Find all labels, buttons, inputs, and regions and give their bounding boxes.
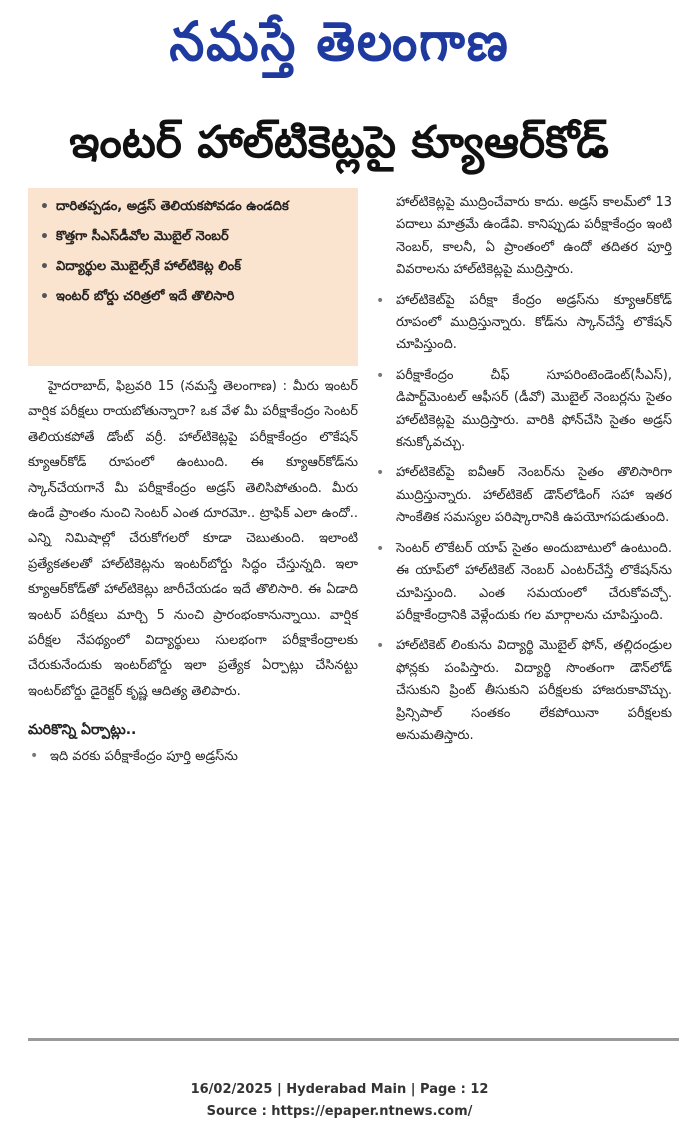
list-item: • సెంటర్ లొకేటర్ యాప్ సైతం అందుబాటులో ఉంటుంది. ఈ యాప్‌లో హాల్‌టికెట్ నెంబర్ ఎంటర్‌చేస్తే లొకేషన్‌ను చూపిస్తుంది. ఎంత సమయంలో చేరుకోవచ్చో. పరీక్షాకేంద్రానికి వెళ్లేందుకు గల మార్గాలను చూపిస్తుంది. xyxy=(374,538,672,628)
highlights-box xyxy=(28,188,358,366)
highlight-item: • ఇంటర్ బోర్డు చరిత్రలో ఇదే తొలిసారి xyxy=(32,286,352,308)
footer-date-line: 16/02/2025 | Hyderabad Main | Page : 12 xyxy=(190,1082,489,1097)
subheading: మరికొన్ని ఏర్పాట్లు.. xyxy=(28,722,137,739)
article-column-left xyxy=(28,374,358,769)
divider xyxy=(28,1038,679,1041)
list-item: • ఇది వరకు పరీక్షాకేంద్రం పూర్తి అడ్రస్‌ను xyxy=(28,744,358,769)
continuation-text: హాల్‌టికెట్లపై ముద్రించేవారు కాదు. అడ్రస్ కాలమ్‌లో 13 పదాలు మాత్రమే ఉండేవి. కానిప్పుడు పరీక్షాకేంద్రం ఇంటి నెంబర్, కాలనీ, ఏ ప్రాంతంలో ఉందో తదితర పూర్తి వివరాలను హాల్‌టికెట్లపై ముద్రిస్తారు. xyxy=(396,195,672,278)
article-column-right xyxy=(374,192,672,747)
footer-source-line: Source : https://epaper.ntnews.com/ xyxy=(206,1104,473,1119)
article-body: హైదరాబాద్, ఫిబ్రవరి 15 (నమస్తే తెలంగాణ) : మీరు ఇంటర్ వార్షిక పరీక్షలు రాయబోతున్నారా? ఒక వేళ మీ పరీక్షాకేంద్రం సెంటర్ తెలియకపోతే డోంట్ వర్రీ. హాల్‌టికెట్లపై పరీక్షాకేంద్రం లొకేషన్ క్యూఆర్‌కోడ్ రూపంలో ఉంటుంది. ఈ క్యూఆర్‌కోడ్‌ను స్కాన్‌చేయగానే మీ పరీక్షాకేంద్రం అడ్రస్ తెలిసిపోతుంది. మీరు ఉండే ప్రాంతం నుంచి సెంటర్ ఎంత దూరమో.. ట్రాఫిక్ ఎలా ఉందో.. ఎన్ని నిమిషాల్లో చేరుకోగలరో కూడా చెబుతుంది. ఇలాంటి ప్రత్యేకతలతో హాల్‌టికెట్లను ఇంటర్‌బోర్డు సిద్ధం చేస్తున్నది. ఇలా క్యూఆర్‌కోడ్‌తో హాల్‌టికెట్లు జారీచేయడం ఇదే తొలిసారి. ఈ ఏడాది ఇంటర్ పరీక్షలు మార్చి 5 నుంచి ప్రారంభంకానున్నాయి. వార్షిక పరీక్షల నేపథ్యంలో విద్యార్థులు సులభంగా పరీక్షాకేంద్రాలకు చేరుకునేందుకు ఇంటర్‌బోర్డు ఇలా ప్రత్యేక ఏర్పాట్లు చేసినట్టు ఇంటర్‌బోర్డు డైరెక్టర్ కృష్ణ ఆదిత్య తెలిపారు. xyxy=(28,379,358,699)
highlight-item: • విద్యార్థుల మొబైల్స్‌కే హాల్‌టికెట్ల లింక్ xyxy=(32,256,352,278)
list-item: • హాల్‌టికెట్‌పై ఐవీఆర్ నెంబర్‌ను సైతం తొలిసారిగా ముద్రిస్తున్నారు. హాల్‌టికెట్ డౌన్‌లోడింగ్ సహా ఇతర సాంకేతిక సమస్యల పరిష్కారానికి ఉపయోగపడుతుంది. xyxy=(374,462,672,529)
highlight-item: • కొత్తగా సీఎస్‌డీవోల మొబైల్ నెంబర్ xyxy=(32,226,352,248)
list-item: • హాల్‌టికెట్‌పై పరీక్షా కేంద్రం అడ్రస్‌ను క్యూఆర్‌కోడ్ రూపంలో ముద్రిస్తున్నారు. కోడ్‌ను స్కాన్‌చేస్తే లొకేషన్ చూపిస్తుంది. xyxy=(374,290,672,357)
list-item: • హాల్‌టికెట్ లింకును విద్యార్థి మొబైల్ ఫోన్, తల్లిదండ్రుల ఫోన్లకు పంపిస్తారు. విద్యార్థి సొంతంగా డౌన్‌లోడ్ చేసుకుని ప్రింట్ తీసుకుని పరీక్షలకు హాజరుకావొచ్చు. ప్రిన్సిపాల్ సంతకం లేకపోయినా పరీక్షలకు అనుమతిస్తారు. xyxy=(374,635,672,747)
highlight-item: • దారితప్పడం, అడ్రస్ తెలియకపోవడం ఉండదిక xyxy=(32,196,352,218)
headline: ఇంటర్ హాల్‌టికెట్లపై క్యూఆర్‌కోడ్ xyxy=(69,117,609,168)
list-item: • పరీక్షాకేంద్రం చీఫ్ సూపరింటెండెంట్(సీఎస్), డిపార్ట్‌మెంటల్ ఆఫీసర్ (డీవో) మొబైల్ నెంబర్లను సైతం హాల్‌టికెట్లపై ముద్రిస్తారు. వారికి ఫోన్‌చేసి సైతం అడ్రస్ కనుక్కోవచ్చు. xyxy=(374,365,672,455)
masthead-logo: నమస్తే తెలంగాణ xyxy=(169,9,510,73)
